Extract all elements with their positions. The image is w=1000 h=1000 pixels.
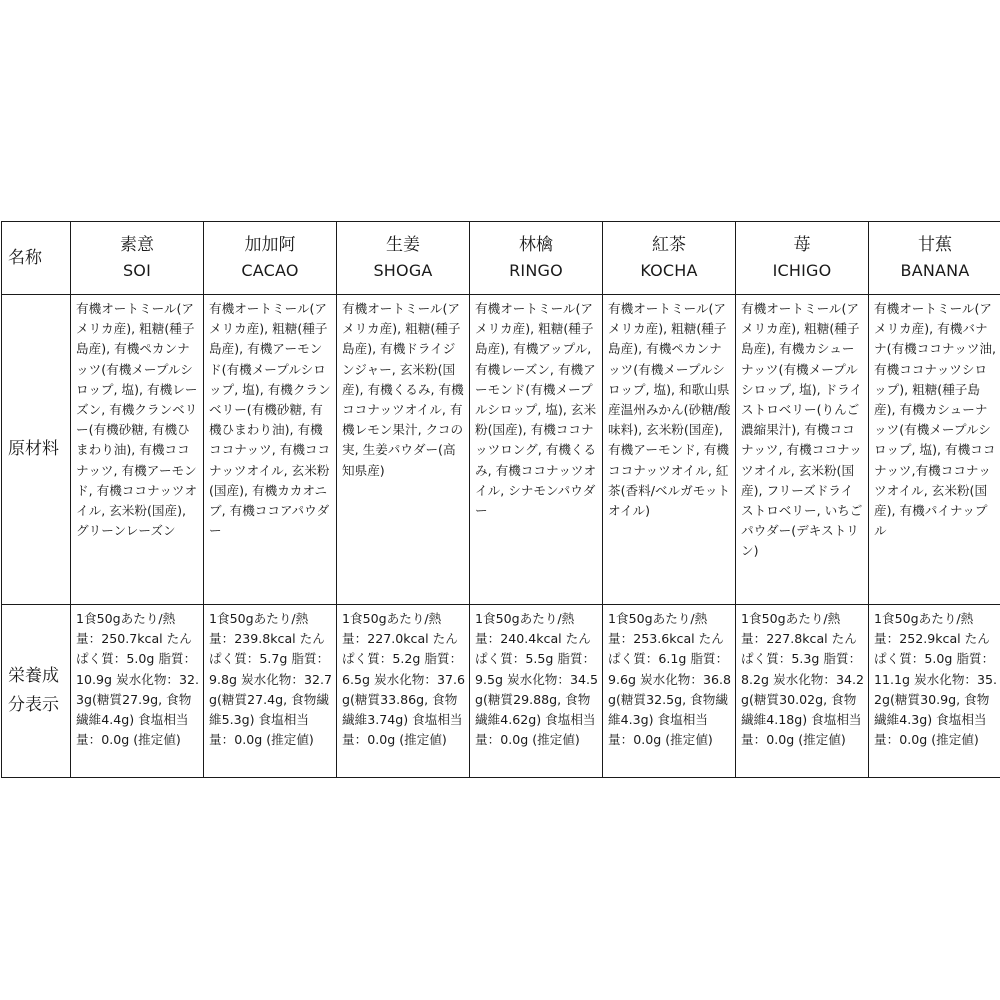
product-header-cacao: [204, 222, 337, 295]
product-header-banana: [869, 222, 1000, 295]
ingredients-text: 有機オートミール(アメリカ産), 有機バナナ(有機ココナッツ油, 有機ココナッツシロップ), 粗糖(種子島産), 有機カシューナッツ(有機メープルシロップ, 塩), 有機ココナッツ,有機ココナッツオイル, 玄米粉(国産), 有機パイナップル: [874, 301, 997, 539]
nutrition-text: 1食50gあたり/熱量：227.0kcal たんぱく質：5.2g 脂質：6.5g 炭水化物：37.6g(糖質33.86g, 食物繊維3.74g) 食塩相当量：0.0g (推定値): [342, 611, 466, 748]
table-header-row: [2, 222, 1000, 295]
product-header-shoga: [337, 222, 470, 295]
product-name-jp: 紅茶: [652, 235, 686, 255]
ingredients-cell-shoga: [337, 295, 470, 605]
product-name-jp: 加加阿: [244, 235, 296, 255]
ingredients-row: [2, 295, 1000, 605]
product-name-en: BANANA: [900, 261, 970, 280]
ingredients-row-label: 原材料: [8, 439, 59, 459]
product-header-kocha: [603, 222, 736, 295]
product-name-en: SHOGA: [373, 261, 433, 280]
nutrition-cell-cacao: [204, 605, 337, 778]
nutrition-text: 1食50gあたり/熱量：252.9kcal たんぱく質：5.0g 脂質：11.1g 炭水化物：35.2g(糖質30.9g, 食物繊維4.3g) 食塩相当量：0.0g (推定値): [874, 611, 998, 748]
product-name-en: SOI: [122, 261, 152, 280]
nutrition-cell-ringo: [470, 605, 603, 778]
nutrition-text: 1食50gあたり/熱量：239.8kcal たんぱく質：5.7g 脂質：9.8g 炭水化物：32.7g(糖質27.4g, 食物繊維5.3g) 食塩相当量：0.0g (推定値): [209, 611, 333, 748]
ingredients-cell-soi: [71, 295, 204, 605]
product-name-en: ICHIGO: [772, 261, 832, 280]
ingredients-row-label-cell: [2, 295, 71, 605]
nutrition-cell-soi: [71, 605, 204, 778]
ingredients-text: 有機オートミール(アメリカ産), 粗糖(種子島産), 有機アーモンド(有機メープルシロップ, 塩), 有機クランベリー(有機砂糖, 有機ひまわり油), 有機ココナッツ, 有機ココナッツオイル, 玄米粉(国産), 有機カカオニブ, 有機ココアパウダー: [209, 301, 331, 539]
nutrition-text: 1食50gあたり/熱量：253.6kcal たんぱく質：6.1g 脂質：9.6g 炭水化物：36.8g(糖質32.5g, 食物繊維4.3g) 食塩相当量：0.0g (推定値): [608, 611, 732, 748]
ingredients-text: 有機オートミール(アメリカ産), 粗糖(種子島産), 有機カシューナッツ(有機メープルシロップ, 塩), ドライストロベリー(りんご濃縮果汁), 有機ココナッツ, 有機ココナッツオイル, 玄米粉(国産), フリーズドライストロベリー, いちごパウダー(デキストリン): [741, 301, 863, 559]
nutrition-text: 1食50gあたり/熱量：227.8kcal たんぱく質：5.3g 脂質：8.2g 炭水化物：34.2g(糖質30.02g, 食物繊維4.18g) 食塩相当量：0.0g (推定値): [741, 611, 865, 748]
nutrition-cell-ichigo: [736, 605, 869, 778]
ingredients-text: 有機オートミール(アメリカ産), 粗糖(種子島産), 有機ペカンナッツ(有機メープルシロップ, 塩), 和歌山県産温州みかん(砂糖/酸味料), 玄米粉(国産), 有機アーモンド, 有機ココナッツオイル, 紅茶(香料/ベルガモットオイル): [608, 301, 731, 519]
product-name-en: KOCHA: [640, 261, 698, 280]
product-name-jp: 生姜: [386, 235, 420, 255]
header-row-label-cell: [2, 222, 71, 295]
nutrition-cell-shoga: [337, 605, 470, 778]
nutrition-text: 1食50gあたり/熱量：240.4kcal たんぱく質：5.5g 脂質：9.5g 炭水化物：34.5g(糖質29.88g, 食物繊維4.62g) 食塩相当量：0.0g (推定値): [475, 611, 599, 748]
ingredients-cell-banana: [869, 295, 1000, 605]
nutrition-row-label-cell: [2, 605, 71, 778]
ingredients-text: 有機オートミール(アメリカ産), 粗糖(種子島産), 有機ペカンナッツ(有機メープルシロップ, 塩), 有機レーズン, 有機クランベリー(有機砂糖, 有機ひまわり油), 有機ココナッツ, 有機アーモンド, 有機ココナッツオイル, 玄米粉(国産), グリーンレーズン: [76, 301, 198, 539]
name-row-label: 名称: [8, 247, 42, 268]
product-header-ichigo: [736, 222, 869, 295]
product-name-jp: 林檎: [519, 235, 553, 255]
nutrition-row-label: 栄養成分表示: [8, 666, 59, 715]
product-comparison-table: [1, 221, 1000, 778]
ingredients-text: 有機オートミール(アメリカ産), 粗糖(種子島産), 有機ドライジンジャー, 玄米粉(国産), 有機くるみ, 有機ココナッツオイル, 有機レモン果汁, クコの実, 生姜パウダー(高知県産): [342, 301, 464, 478]
nutrition-text: 1食50gあたり/熱量：250.7kcal たんぱく質：5.0g 脂質：10.9g 炭水化物：32.3g(糖質27.9g, 食物繊維4.4g) 食塩相当量：0.0g (推定値): [76, 611, 200, 748]
product-name-en: CACAO: [241, 261, 299, 280]
ingredients-cell-cacao: [204, 295, 337, 605]
product-name-jp: 苺: [793, 235, 811, 255]
product-header-ringo: [470, 222, 603, 295]
nutrition-row: [2, 605, 1000, 778]
nutrition-cell-banana: [869, 605, 1000, 778]
ingredients-cell-kocha: [603, 295, 736, 605]
ingredients-cell-ringo: [470, 295, 603, 605]
product-header-soi: [71, 222, 204, 295]
product-name-jp: 甘蕉: [918, 235, 952, 255]
ingredients-cell-ichigo: [736, 295, 869, 605]
nutrition-cell-kocha: [603, 605, 736, 778]
product-name-jp: 素意: [120, 235, 154, 255]
ingredients-text: 有機オートミール(アメリカ産), 粗糖(種子島産), 有機アップル, 有機レーズン, 有機アーモンド(有機メープルシロップ, 塩), 玄米粉(国産), 有機ココナッツロング, 有機くるみ, 有機ココナッツオイル, シナモンパウダー: [475, 301, 597, 519]
product-name-en: RINGO: [509, 261, 563, 280]
